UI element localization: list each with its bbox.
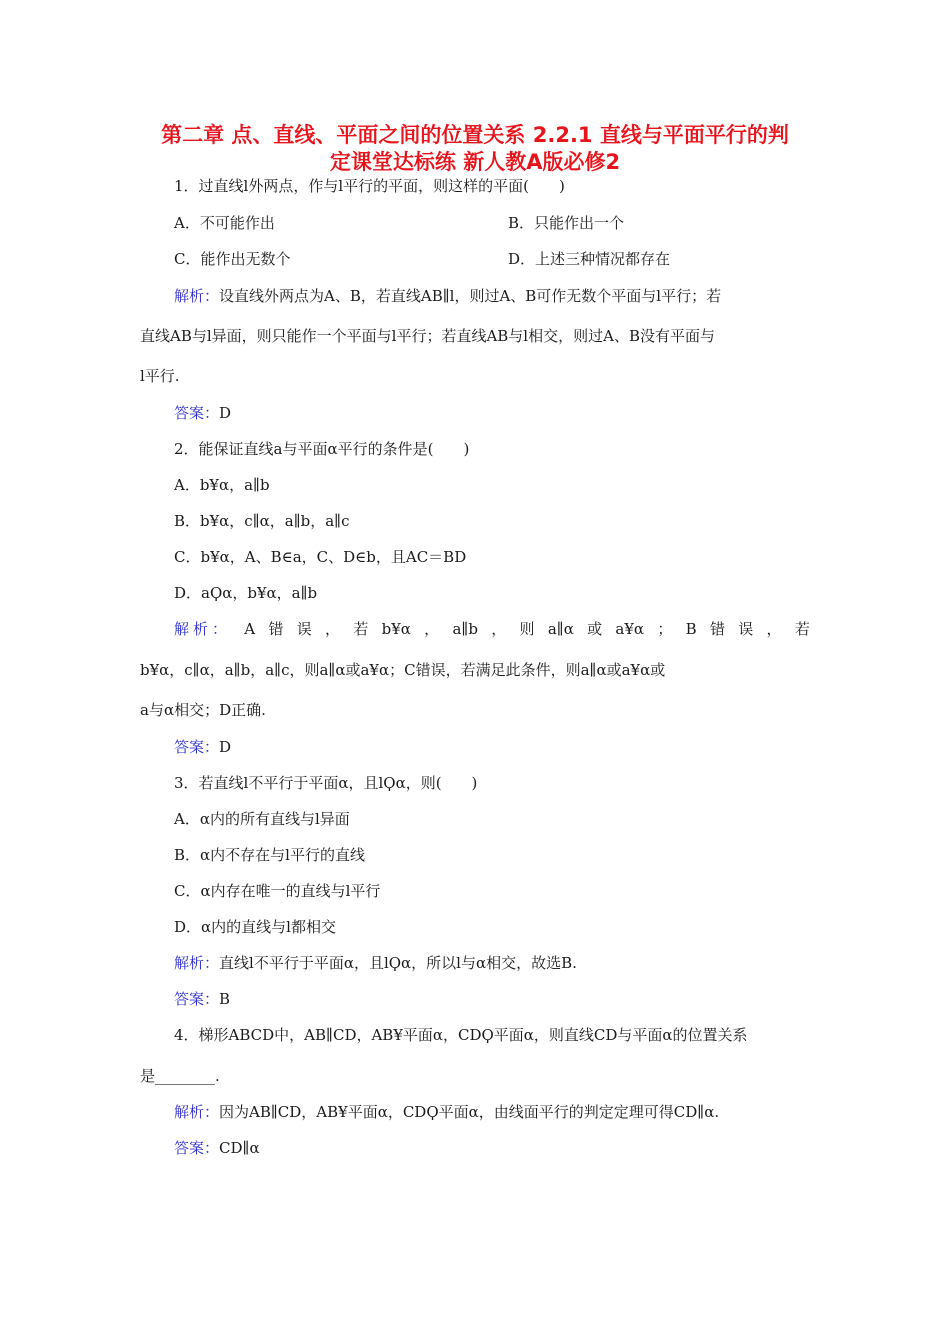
question-4-stem-line-2: 是________. (140, 1067, 220, 1085)
answer-value: D (219, 738, 232, 756)
question-4-answer (174, 1138, 260, 1158)
question-1-option-c: C．能作出无数个 (174, 250, 291, 268)
question-3-stem: 3．若直线l不平行于平面α，且lϘα，则( ) (174, 774, 478, 792)
analysis-word: ； (657, 620, 673, 638)
analysis-label: 解析： (174, 1103, 220, 1121)
question-2-option-b: B．b¥α，c∥α，a∥b，a∥c (174, 512, 350, 530)
analysis-word: 误 (738, 620, 754, 638)
question-2-analysis-line-2: b¥α，c∥α，a∥b，a∥c，则a∥α或a¥α；C错误，若满足此条件，则a∥α或a¥α或 (140, 661, 666, 679)
question-1-analysis-line-3: l平行. (140, 367, 180, 385)
question-3-option-d: D．α内的直线与l都相交 (174, 918, 336, 936)
analysis-word: ， (424, 620, 440, 638)
analysis-word: 或 (587, 620, 603, 638)
answer-label: 答案： (174, 404, 220, 422)
document-title (120, 122, 830, 176)
analysis-text: 因为AB∥CD，AB¥平面α，CDϘ平面α，由线面平行的判定定理可得CD∥α. (219, 1103, 720, 1121)
analysis-word: 错 (268, 620, 284, 638)
question-1-analysis-line-2: 直线AB与l异面，则只能作一个平面与l平行；若直线AB与l相交，则过A、B没有平面与 (140, 327, 715, 345)
analysis-word: A (244, 620, 256, 638)
question-4-stem-line-1: 4．梯形ABCD中，AB∥CD，AB¥平面α，CDϘ平面α，则直线CD与平面α的位置关系 (174, 1026, 748, 1044)
question-3-option-a: A．α内的所有直线与l异面 (174, 810, 350, 828)
analysis-word: a¥α (615, 620, 645, 638)
question-4-analysis (174, 1102, 719, 1122)
analysis-word: b¥α (381, 620, 411, 638)
analysis-label: 解析： (174, 287, 220, 305)
question-3-analysis (174, 953, 577, 973)
answer-label: 答案： (174, 990, 220, 1008)
title-line-2: 定课堂达标练 新人教A版必修2 (329, 150, 621, 174)
analysis-text: 设直线外两点为A、B，若直线AB∥l，则过A、B可作无数个平面与l平行；若 (219, 287, 722, 305)
question-1-analysis-line-1 (174, 286, 721, 306)
question-2-analysis-line-3: a与α相交；D正确. (140, 701, 266, 719)
analysis-text: 直线l不平行于平面α，且lϘα，所以l与α相交，故选B. (219, 954, 577, 972)
question-1-answer (174, 403, 231, 423)
answer-value: D (219, 404, 232, 422)
question-3-option-b: B．α内不存在与l平行的直线 (174, 846, 365, 864)
question-1-option-a: A．不可能作出 (174, 214, 275, 232)
analysis-word: ， (766, 620, 782, 638)
title-line-1: 第二章 点、直线、平面之间的位置关系 2.2.1 直线与平面平行的判 (161, 123, 789, 147)
answer-value: CD∥α (219, 1139, 260, 1157)
analysis-word: B (685, 620, 697, 638)
analysis-word: ， (325, 620, 341, 638)
analysis-word: ， (491, 620, 507, 638)
question-3-option-c: C．α内存在唯一的直线与l平行 (174, 882, 381, 900)
question-1-option-d: D．上述三种情况都存在 (508, 250, 671, 268)
analysis-word: a∥α (547, 620, 574, 638)
question-1-option-b: B．只能作出一个 (508, 214, 625, 232)
analysis-word: 错 (709, 620, 725, 638)
answer-label: 答案： (174, 738, 220, 756)
question-2-stem: 2．能保证直线a与平面α平行的条件是( ) (174, 440, 470, 458)
analysis-label: 解析： (174, 954, 220, 972)
answer-label: 答案： (174, 1139, 220, 1157)
analysis-label: 解析： (174, 620, 232, 638)
question-2-answer (174, 737, 231, 757)
analysis-word: a∥b (452, 620, 478, 638)
question-3-answer (174, 989, 230, 1009)
analysis-word: 若 (794, 620, 810, 638)
question-2-option-a: A．b¥α，a∥b (174, 476, 270, 494)
question-2-option-c: C．b¥α，A、B∈a，C、D∈b，且AC＝BD (174, 548, 467, 566)
answer-value: B (219, 990, 231, 1008)
analysis-word: 误 (296, 620, 312, 638)
analysis-word: 则 (519, 620, 535, 638)
question-1-stem: 1．过直线l外两点，作与l平行的平面，则这样的平面( ) (174, 177, 565, 195)
analysis-word: 若 (353, 620, 369, 638)
question-2-option-d: D．aϘα，b¥α，a∥b (174, 584, 318, 602)
question-2-analysis-line-1 (174, 619, 810, 639)
